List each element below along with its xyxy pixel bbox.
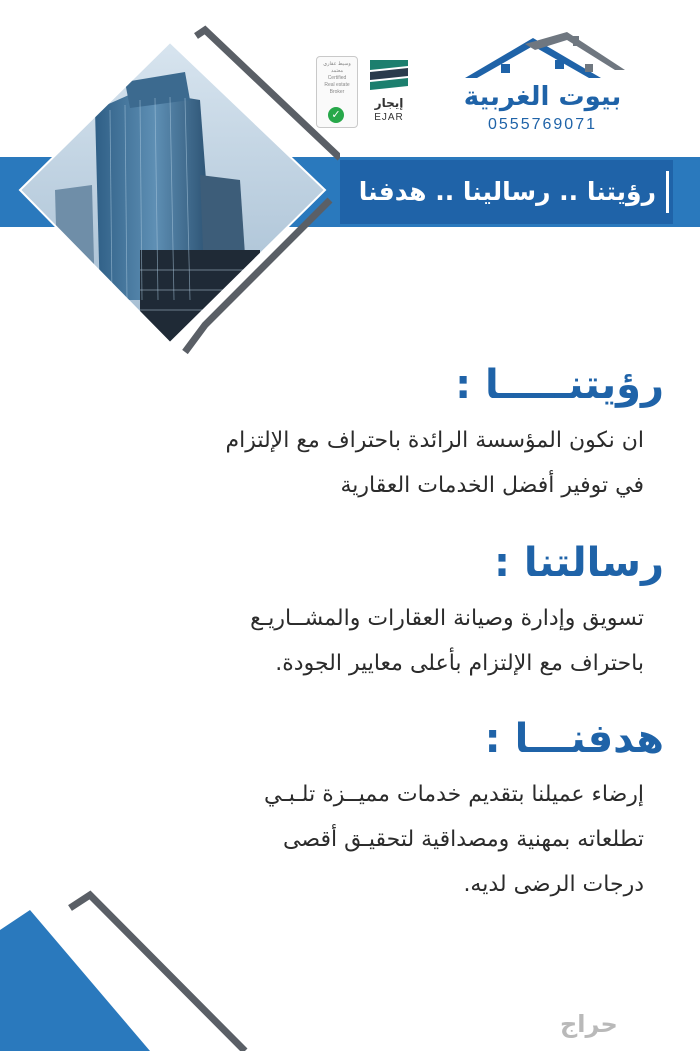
vision-heading: رؤيتنـــــا :: [455, 362, 664, 408]
watermark: حراج: [560, 1010, 618, 1038]
house-logo-icon: [455, 30, 630, 86]
cert-line: Real estate: [324, 82, 350, 88]
vision-line: في توفير أفضل الخدمات العقارية: [340, 473, 644, 498]
vision-line: ان نكون المؤسسة الرائدة باحتراف مع الإلتزام: [225, 428, 644, 453]
corner-decoration: [0, 890, 260, 1051]
ejar-english-label: EJAR: [374, 112, 404, 123]
cert-line: معتمد: [330, 68, 344, 74]
cert-line: Certified: [327, 75, 347, 81]
mission-heading: رسالتنا :: [494, 540, 664, 586]
brand-phone: 0555769071: [488, 116, 597, 133]
goal-text: [264, 772, 644, 907]
mission-line: تسويق وإدارة وصيانة العقارات والمشــاريـع: [250, 606, 644, 631]
cert-line: وسيط عقاري: [323, 61, 351, 67]
mission-line: باحتراف مع الإلتزام بأعلى معايير الجودة.: [275, 651, 644, 676]
header-tagline: رؤيتنا .. رسالينا .. هدفنا: [358, 177, 656, 206]
building-photo: [0, 0, 340, 360]
goal-line: إرضاء عميلنا بتقديم خدمات مميــزة تلـبـي: [263, 782, 644, 807]
goal-line: تطلعاته بمهنية ومصداقية لتحقيـق أقصى: [283, 827, 644, 852]
brand-name: بيوت الغربية: [463, 82, 622, 112]
certified-broker-badge: [316, 56, 358, 128]
cert-line: Broker: [329, 89, 345, 95]
goal-heading: هدفنـــا :: [484, 716, 664, 762]
goal-line: درجات الرضى لديه.: [463, 872, 644, 897]
check-icon: ✓: [328, 107, 344, 123]
vision-text: [225, 418, 644, 508]
ejar-arabic-label: إيجار: [374, 96, 404, 110]
mission-text: [250, 596, 644, 686]
header-divider: [666, 171, 669, 213]
